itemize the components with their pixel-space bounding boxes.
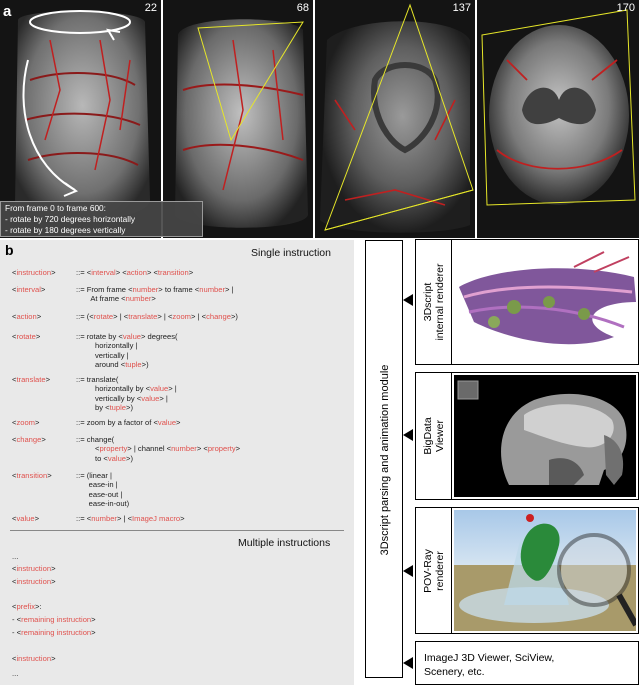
- renderer-3dscript-box: [415, 239, 639, 365]
- caption-line-1: From frame 0 to frame 600:: [5, 203, 106, 213]
- multi-remaining-2: - <remaining instruction>: [12, 628, 96, 637]
- render-frame-4: [477, 0, 639, 238]
- renderer-povray-image: [454, 510, 636, 631]
- multi-instruction-3: <instruction>: [12, 654, 56, 663]
- renderer-bigdata-box: [415, 372, 639, 500]
- caption-line-3: - rotate by 180 degrees vertically: [5, 225, 126, 235]
- rule-instruction: <instruction>: [12, 268, 56, 277]
- frame-number-4: 170: [616, 2, 635, 14]
- rule-transition-def: ::= (linear | ease-in | ease-out | ease-in-out): [76, 471, 130, 509]
- rule-translate: <translate>: [12, 375, 51, 384]
- other-viewers-box: [415, 641, 639, 685]
- renderer-bigdata-image: [454, 375, 636, 497]
- multi-remaining-1: - <remaining instruction>: [12, 615, 96, 624]
- rule-change: <change>: [12, 435, 46, 444]
- grammar-divider: [10, 530, 344, 531]
- animation-caption-box: [0, 201, 203, 237]
- renderer-povray-label: POV-Ray renderer: [422, 548, 446, 593]
- arrow-head-icon: [403, 294, 413, 306]
- multiple-instructions-heading: Multiple instructions: [238, 537, 331, 549]
- single-instruction-heading: Single instruction: [251, 247, 331, 259]
- frame-number-3: 137: [452, 2, 471, 14]
- rule-instruction-def: ::= <interval> <action> <transition>: [76, 268, 194, 277]
- rule-interval-def: ::= From frame <number> to frame <number> | At frame <number>: [76, 285, 234, 304]
- multi-ellipsis-top: ...: [12, 552, 19, 561]
- caption-line-2: - rotate by 720 degrees horizontally: [5, 214, 136, 224]
- other-viewers-label: ImageJ 3D Viewer, SciView, Scenery, etc.: [424, 652, 555, 678]
- renderer-3dscript-image: [454, 242, 636, 362]
- multi-instruction-2: <instruction>: [12, 577, 56, 586]
- rule-rotate: <rotate>: [12, 332, 41, 341]
- panel-b-grammar: [0, 240, 354, 685]
- multi-instruction-1: <instruction>: [12, 564, 56, 573]
- rule-action-def: ::= (<rotate> | <translate> | <zoom> | <change>): [76, 312, 238, 321]
- render-frame-3-image: [315, 0, 475, 238]
- rule-transition: <transition>: [12, 471, 52, 480]
- rule-change-def: ::= change( <property> | channel <number> <property> to <value>): [76, 435, 241, 463]
- rule-rotate-def: ::= rotate by <value> degrees( horizontally | vertically | around <tuple>): [76, 332, 178, 370]
- rule-value: <value>: [12, 514, 40, 523]
- arrow-head-icon: [403, 657, 413, 669]
- rule-value-def: ::= <number> | <ImageJ macro>: [76, 514, 185, 523]
- rule-zoom-def: ::= zoom by a factor of <value>: [76, 418, 181, 427]
- panel-b-letter: b: [5, 242, 14, 258]
- multi-prefix: <prefix>:: [12, 602, 42, 611]
- arrow-head-icon: [403, 565, 413, 577]
- rule-interval: <interval>: [12, 285, 46, 294]
- renderer-bigdata-label: BigData Viewer: [422, 417, 446, 455]
- frame-number-2: 68: [296, 2, 309, 14]
- parsing-module-box: [365, 240, 403, 678]
- renderer-povray-box: [415, 507, 639, 634]
- render-frame-4-image: [477, 0, 639, 238]
- renderer-3dscript-label: 3Dscript internal renderer: [422, 263, 446, 341]
- rule-translate-def: ::= translate( horizontally by <value> | vertically by <value> | by <tuple>): [76, 375, 177, 413]
- rule-zoom: <zoom>: [12, 418, 40, 427]
- parsing-module-label: 3Dscript parsing and animation module: [379, 364, 391, 556]
- multi-ellipsis-bottom: ...: [12, 669, 19, 678]
- frame-number-1: 22: [144, 2, 157, 14]
- panel-a-letter: a: [3, 3, 12, 20]
- arrow-head-icon: [403, 429, 413, 441]
- rule-action: <action>: [12, 312, 42, 321]
- render-frame-3: [315, 0, 475, 238]
